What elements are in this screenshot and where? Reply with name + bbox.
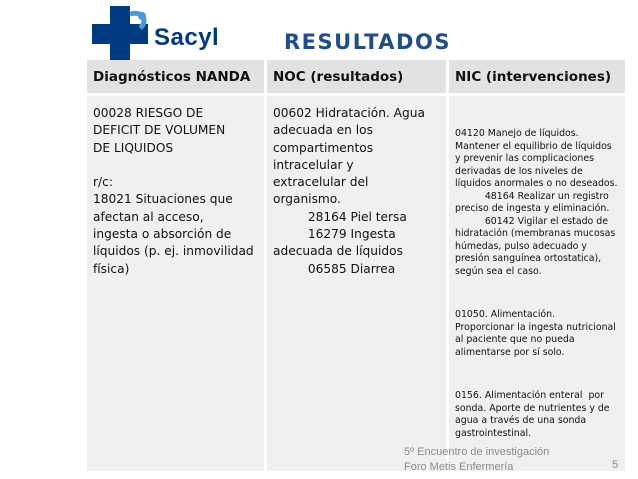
header-nic xyxy=(448,60,627,95)
nic-item-liquidos: 04120 Manejo de líquidos. Mantener el equilibrio de líquidos y prevenir las complicaciones derivadas de los niveles de líquidos anormales o no deseados. 48164 Realizar un registro preciso de ingesta y eliminación. 60142 Vigilar el estado de hidratación (membranas mucosas húmedas, pulso adecuado y presión sanguínea ortostatica), según sea el caso. xyxy=(455,128,618,277)
header-nic-label: NIC (intervenciones) xyxy=(455,69,612,85)
nanda-text: 00028 RIESGO DE DEFICIT DE VOLUMEN DE LIQUIDOS r/c: 18021 Situaciones que afectan al acceso, ingesta o absorción de líquidos (p. ej. inmovilidad física) xyxy=(93,106,254,276)
results-table xyxy=(84,60,628,471)
page-title: RESULTADOS xyxy=(284,30,451,54)
cell-noc xyxy=(266,95,448,472)
page-number: 5 xyxy=(612,459,619,471)
nic-item-alimentacion: 01050. Alimentación. Proporcionar la ingesta nutricional al paciente que no pueda alimentarse por sí solo. xyxy=(455,309,616,358)
footer-text xyxy=(404,445,549,475)
table-row xyxy=(86,95,627,472)
header-noc-label: NOC (resultados) xyxy=(273,69,404,85)
cell-nic xyxy=(448,95,627,472)
table-header-row xyxy=(86,60,627,95)
nic-item-enteral: 0156. Alimentación enteral por sonda. Aporte de nutrientes y de agua a través de una sonda gastrointestinal. xyxy=(455,390,610,439)
footer-line-1: 5º Encuentro de investigación xyxy=(404,446,550,458)
sacyl-cross-icon xyxy=(92,6,148,62)
noc-text: 00602 Hidratación. Agua adecuada en los compartimentos intracelular y extracelular del organismo. 28164 Piel tersa 16279 Ingesta adecuada de líquidos 06585 Diarrea xyxy=(273,106,425,276)
cell-nanda xyxy=(86,95,266,472)
header-noc xyxy=(266,60,448,95)
logo-text: Sacyl xyxy=(154,24,220,51)
header-nanda-label: Diagnósticos NANDA xyxy=(93,69,251,85)
sacyl-logo xyxy=(92,6,242,62)
nic-text xyxy=(449,96,625,471)
footer-line-2: Foro Metis Enfermería xyxy=(404,461,514,473)
header-nanda xyxy=(86,60,266,95)
